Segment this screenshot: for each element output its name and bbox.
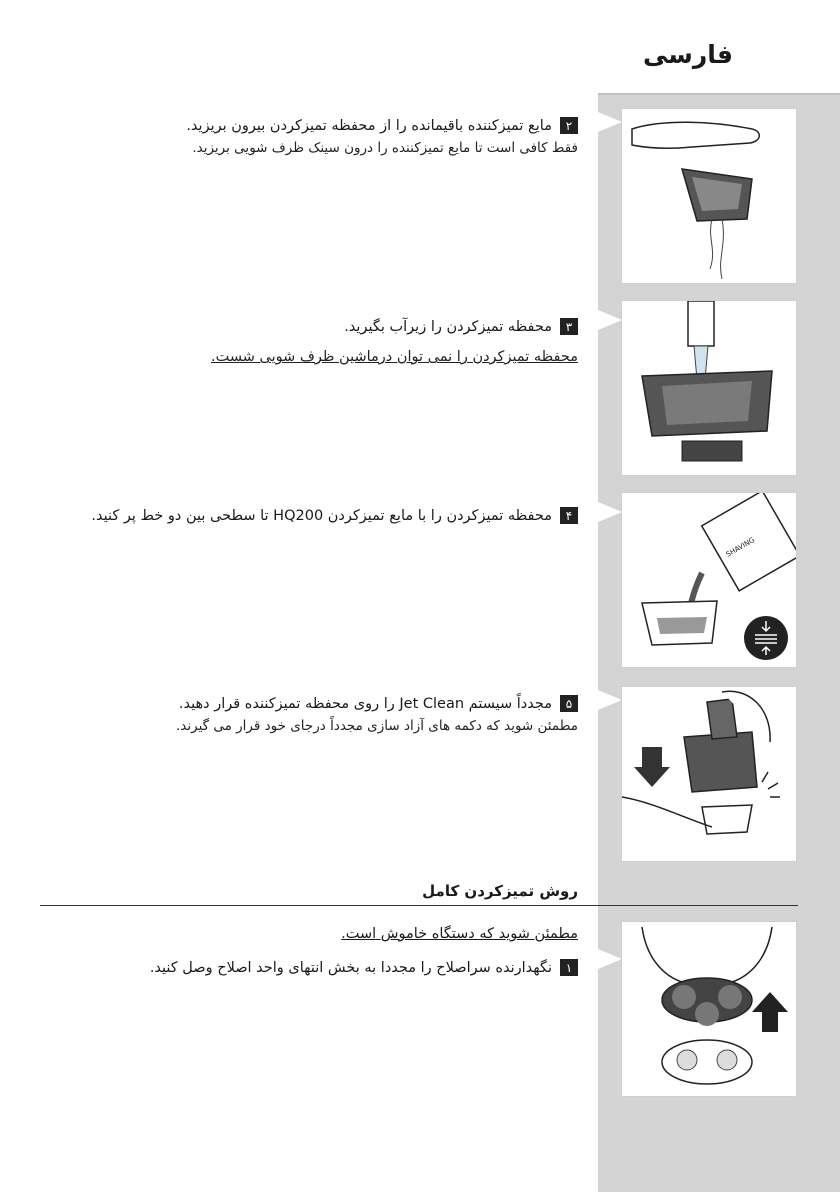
section-heading: روش تمیزکردن کامل (422, 882, 578, 900)
step-note: فقط کافی است تا مایع تمیزکننده را درون سینک ظرف شویی بریزید. (192, 140, 578, 156)
step-instruction: محفظه تمیزکردن را زیرآب بگیرید. (344, 318, 552, 335)
illustration-place-jet-clean (621, 686, 797, 862)
illustration-pour-out-fluid (621, 108, 797, 284)
step-5 (176, 695, 578, 734)
step-number-badge: ۳ (560, 318, 578, 335)
section-divider (40, 905, 798, 906)
figure-pointer (598, 112, 622, 132)
bottle-label: SHAVING (724, 536, 757, 559)
step-number-badge: ۱ (560, 959, 578, 976)
step-instruction: محفظه تمیزکردن را با مایع تمیزکردن HQ200 تا سطحی بین دو خط پر کنید. (91, 507, 552, 524)
figure-pointer (598, 310, 622, 330)
illustration-attach-shaving-head (621, 921, 797, 1097)
step-1-full-clean (150, 959, 578, 976)
step-number-badge: ۴ (560, 507, 578, 524)
full-clean-intro: مطمئن شوید که دستگاه خاموش است. (341, 926, 578, 942)
step-note: مطمئن شوید که دکمه های آزاد سازی مجدداً درجای خود قرار می گیرند. (176, 718, 578, 734)
step-2 (186, 117, 578, 156)
step-instruction: نگهدارنده سراصلاح را مجددا به بخش انتهای واحد اصلاح وصل کنید. (149, 959, 552, 976)
step-number-badge: ۲ (560, 117, 578, 134)
illustration-rinse-cartridge (621, 300, 797, 476)
step-number-badge: ۵ (560, 695, 578, 712)
illustration-fill-cartridge (621, 492, 797, 668)
page-language-title: فارسی (642, 40, 733, 69)
step-instruction: مجدداً سیستم Jet Clean را روی محفظه تمیزکننده قرار دهید. (178, 695, 552, 712)
up-arrow-icon (752, 992, 788, 1032)
step-instruction: مایع تمیزکننده باقیمانده را از محفظه تمیزکردن بیرون بریزید. (186, 117, 552, 134)
step-warning: محفظه تمیزکردن را نمی توان درماشین ظرف شویی شست. (210, 349, 578, 365)
step-3 (211, 318, 578, 365)
figure-pointer (598, 502, 622, 522)
figure-pointer (598, 949, 622, 969)
down-arrow-icon (634, 747, 670, 787)
figure-pointer (598, 690, 622, 710)
step-4 (91, 507, 578, 524)
